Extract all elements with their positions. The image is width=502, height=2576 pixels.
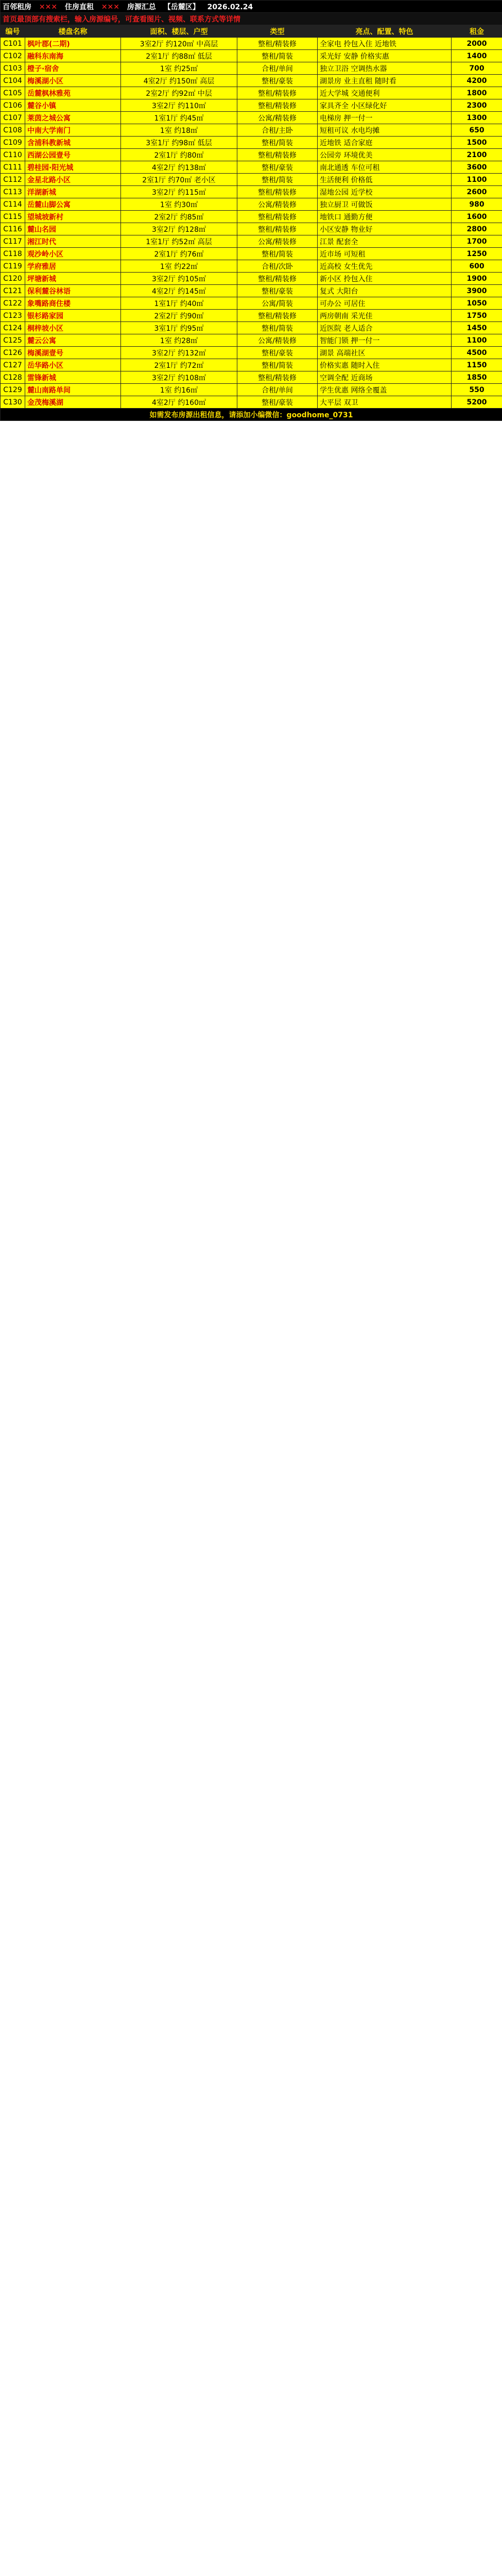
listing-name: 莱茵之城公寓 xyxy=(25,112,121,124)
listing-type: 整租/豪装 xyxy=(237,161,318,174)
listing-features: 近医院 老人适合 xyxy=(318,322,452,334)
listing-id: C126 xyxy=(1,347,25,359)
listing-features: 两房朝南 采光佳 xyxy=(318,310,452,322)
listing-spec: 2室2厅 约90㎡ xyxy=(121,310,237,322)
listing-id: C107 xyxy=(1,112,25,124)
listing-name: 金茂梅溪湖 xyxy=(25,396,121,409)
listing-type: 合租/主卧 xyxy=(237,124,318,137)
listing-name: 保利麓谷林语 xyxy=(25,285,121,297)
listing-type: 公寓/精装修 xyxy=(237,198,318,211)
listing-name: 麓山名园 xyxy=(25,223,121,235)
listing-name: 枫叶郡(二期) xyxy=(25,38,121,50)
listing-features: 地铁口 通勤方便 xyxy=(318,211,452,223)
table-row[interactable] xyxy=(1,322,502,334)
listing-id: C108 xyxy=(1,124,25,137)
table-row[interactable] xyxy=(1,211,502,223)
listing-name: 湘江时代 xyxy=(25,235,121,248)
listing-features: 公园旁 环境优美 xyxy=(318,149,452,161)
listing-spec: 3室2厅 约105㎡ xyxy=(121,273,237,285)
listing-price: 2000 xyxy=(452,38,502,50)
listing-price: 4200 xyxy=(452,75,502,87)
listing-type: 整租/精装修 xyxy=(237,211,318,223)
listing-spec: 1室1厅 约40㎡ xyxy=(121,297,237,310)
table-row[interactable] xyxy=(1,174,502,186)
listing-features: 价格实惠 随时入住 xyxy=(318,359,452,371)
listing-features: 学生优惠 网络全覆盖 xyxy=(318,384,452,396)
listing-type: 整租/豪装 xyxy=(237,396,318,409)
footer-row xyxy=(1,409,502,421)
listing-spec: 1室1厅 约45㎡ xyxy=(121,112,237,124)
listing-name: 梅溪湖壹号 xyxy=(25,347,121,359)
listing-price: 1100 xyxy=(452,334,502,347)
table-row[interactable] xyxy=(1,359,502,371)
listing-name: 象嘴路商住楼 xyxy=(25,297,121,310)
listing-price: 1150 xyxy=(452,359,502,371)
listing-spec: 3室1厅 约98㎡ 低层 xyxy=(121,137,237,149)
listing-name: 金星北路小区 xyxy=(25,174,121,186)
banner xyxy=(1,1,502,13)
listing-spec: 2室1厅 约88㎡ 低层 xyxy=(121,50,237,62)
listing-type: 整租/精装修 xyxy=(237,38,318,50)
header-name: 楼盘名称 xyxy=(25,25,121,38)
listing-price: 4500 xyxy=(452,347,502,359)
footer-contact: 如需发布房源出租信息，请添加小编微信：goodhome_0731 xyxy=(1,409,502,421)
listing-type: 合租/次卧 xyxy=(237,260,318,273)
district-label: 【岳麓区】 xyxy=(163,3,200,11)
listing-spec: 4室2厅 约145㎡ xyxy=(121,285,237,297)
listing-spec: 3室2厅 约108㎡ xyxy=(121,371,237,384)
listing-price: 1900 xyxy=(452,273,502,285)
table-row[interactable] xyxy=(1,112,502,124)
listing-features: 近大学城 交通便利 xyxy=(318,87,452,99)
listing-price: 2300 xyxy=(452,99,502,112)
listing-spec: 1室 约22㎡ xyxy=(121,260,237,273)
listing-id: C125 xyxy=(1,334,25,347)
listing-name: 梅溪湖小区 xyxy=(25,75,121,87)
listing-id: C116 xyxy=(1,223,25,235)
sheet-date: 2026.02.24 xyxy=(207,3,253,11)
listing-features: 复式 大阳台 xyxy=(318,285,452,297)
listing-id: C106 xyxy=(1,99,25,112)
table-row[interactable] xyxy=(1,137,502,149)
table-row[interactable] xyxy=(1,310,502,322)
listing-type: 整租/精装修 xyxy=(237,371,318,384)
table-row[interactable] xyxy=(1,161,502,174)
listing-price: 1800 xyxy=(452,87,502,99)
listing-features: 短租可议 水电均摊 xyxy=(318,124,452,137)
listing-id: C118 xyxy=(1,248,25,260)
listing-spec: 1室 约18㎡ xyxy=(121,124,237,137)
listing-id: C119 xyxy=(1,260,25,273)
listing-price: 1100 xyxy=(452,174,502,186)
listing-price: 1400 xyxy=(452,50,502,62)
listing-price: 1850 xyxy=(452,371,502,384)
sheet-subtitle: 房源汇总 xyxy=(127,3,156,11)
listing-id: C110 xyxy=(1,149,25,161)
listing-name: 岳麓枫林雅苑 xyxy=(25,87,121,99)
table-row[interactable] xyxy=(1,260,502,273)
listing-spec: 3室2厅 约128㎡ xyxy=(121,223,237,235)
table-row[interactable] xyxy=(1,87,502,99)
listing-spec: 3室2厅 约110㎡ xyxy=(121,99,237,112)
table-row[interactable] xyxy=(1,75,502,87)
listing-name: 桐梓坡小区 xyxy=(25,322,121,334)
listing-type: 公寓/简装 xyxy=(237,297,318,310)
listing-spec: 2室2厅 约92㎡ 中层 xyxy=(121,87,237,99)
table-row[interactable] xyxy=(1,285,502,297)
listing-id: C120 xyxy=(1,273,25,285)
listing-features: 湖景房 业主直租 随时看 xyxy=(318,75,452,87)
listing-spec: 3室2厅 约115㎡ xyxy=(121,186,237,198)
listing-price: 1700 xyxy=(452,235,502,248)
header-features: 亮点、配置、特色 xyxy=(318,25,452,38)
listing-type: 公寓/精装修 xyxy=(237,112,318,124)
listing-type: 整租/简装 xyxy=(237,50,318,62)
listing-features: 南北通透 车位可租 xyxy=(318,161,452,174)
listing-type: 整租/简装 xyxy=(237,137,318,149)
listing-type: 整租/精装修 xyxy=(237,87,318,99)
listing-id: C121 xyxy=(1,285,25,297)
table-row[interactable] xyxy=(1,198,502,211)
listing-spec: 3室2厅 约120㎡ 中高层 xyxy=(121,38,237,50)
listing-id: C123 xyxy=(1,310,25,322)
header-id: 编号 xyxy=(1,25,25,38)
listing-price: 700 xyxy=(452,62,502,75)
listing-type: 整租/精装修 xyxy=(237,99,318,112)
table-row[interactable] xyxy=(1,396,502,409)
header-spec: 面积、楼层、户型 xyxy=(121,25,237,38)
listing-features: 新小区 拎包入住 xyxy=(318,273,452,285)
listing-id: C122 xyxy=(1,297,25,310)
banner-separator: ✕✕✕ xyxy=(101,3,120,11)
listing-features: 家具齐全 小区绿化好 xyxy=(318,99,452,112)
listing-id: C117 xyxy=(1,235,25,248)
listing-type: 整租/简装 xyxy=(237,322,318,334)
listing-type: 整租/精装修 xyxy=(237,310,318,322)
listing-id: C104 xyxy=(1,75,25,87)
listing-id: C105 xyxy=(1,87,25,99)
listing-price: 2800 xyxy=(452,223,502,235)
notice-row xyxy=(1,13,502,25)
listing-spec: 2室1厅 约76㎡ xyxy=(121,248,237,260)
listing-price: 3900 xyxy=(452,285,502,297)
listing-features: 独立厨卫 可做饭 xyxy=(318,198,452,211)
listing-price: 550 xyxy=(452,384,502,396)
listing-type: 整租/豪装 xyxy=(237,75,318,87)
listing-type: 整租/简装 xyxy=(237,248,318,260)
listing-id: C124 xyxy=(1,322,25,334)
listing-features: 湖景 高端社区 xyxy=(318,347,452,359)
header-type: 类型 xyxy=(237,25,318,38)
listing-spec: 1室 约25㎡ xyxy=(121,62,237,75)
listing-name: 中南大学南门 xyxy=(25,124,121,137)
listing-id: C113 xyxy=(1,186,25,198)
listing-spec: 4室2厅 约138㎡ xyxy=(121,161,237,174)
listing-name: 银杉路家园 xyxy=(25,310,121,322)
table-row[interactable] xyxy=(1,384,502,396)
table-row[interactable] xyxy=(1,186,502,198)
listing-price: 1250 xyxy=(452,248,502,260)
listing-type: 公寓/精装修 xyxy=(237,235,318,248)
listing-name: 碧桂园·阳光城 xyxy=(25,161,121,174)
listing-id: C112 xyxy=(1,174,25,186)
listing-type: 整租/简装 xyxy=(237,174,318,186)
listing-features: 大平层 双卫 xyxy=(318,396,452,409)
listing-price: 3600 xyxy=(452,161,502,174)
listing-spec: 1室1厅 约52㎡ 高层 xyxy=(121,235,237,248)
listing-id: C101 xyxy=(1,38,25,50)
listing-id: C128 xyxy=(1,371,25,384)
listing-name: 麓谷小镇 xyxy=(25,99,121,112)
listing-spec: 4室2厅 约150㎡ 高层 xyxy=(121,75,237,87)
listing-type: 整租/精装修 xyxy=(237,273,318,285)
listing-price: 650 xyxy=(452,124,502,137)
listing-name: 麓山南路单间 xyxy=(25,384,121,396)
slogan: 住房直租 xyxy=(64,3,94,11)
listing-id: C103 xyxy=(1,62,25,75)
table-row[interactable] xyxy=(1,248,502,260)
search-notice: 首页最顶部有搜索栏，输入房源编号，可查看图片、视频、联系方式等详情 xyxy=(1,13,502,25)
table-row[interactable] xyxy=(1,371,502,384)
table-row[interactable] xyxy=(1,62,502,75)
listing-name: 观沙岭小区 xyxy=(25,248,121,260)
listing-spec: 2室1厅 约70㎡ 老小区 xyxy=(121,174,237,186)
listing-price: 1050 xyxy=(452,297,502,310)
listing-price: 1300 xyxy=(452,112,502,124)
listing-type: 合租/单间 xyxy=(237,62,318,75)
listing-features: 智能门锁 押一付一 xyxy=(318,334,452,347)
table-row[interactable] xyxy=(1,38,502,50)
listing-id: C127 xyxy=(1,359,25,371)
listing-name: 麓云公寓 xyxy=(25,334,121,347)
listing-features: 电梯房 押一付一 xyxy=(318,112,452,124)
listing-spec: 1室 约28㎡ xyxy=(121,334,237,347)
listing-id: C109 xyxy=(1,137,25,149)
listing-features: 近高校 女生优先 xyxy=(318,260,452,273)
header-price: 租金 xyxy=(452,25,502,38)
listing-spec: 3室2厅 约132㎡ xyxy=(121,347,237,359)
table-row[interactable] xyxy=(1,149,502,161)
listing-type: 整租/简装 xyxy=(237,359,318,371)
table-row[interactable] xyxy=(1,347,502,359)
listing-id: C114 xyxy=(1,198,25,211)
listing-spec: 1室 约30㎡ xyxy=(121,198,237,211)
listing-price: 1600 xyxy=(452,211,502,223)
listing-price: 980 xyxy=(452,198,502,211)
listing-features: 采光好 安静 价格实惠 xyxy=(318,50,452,62)
listing-features: 生活便利 价格低 xyxy=(318,174,452,186)
listing-price: 2100 xyxy=(452,149,502,161)
listing-name: 橙子·宿舍 xyxy=(25,62,121,75)
listing-id: C102 xyxy=(1,50,25,62)
banner-row xyxy=(1,1,502,13)
listing-type: 整租/精装修 xyxy=(237,149,318,161)
listing-type: 整租/精装修 xyxy=(237,223,318,235)
listing-name: 坪塘新城 xyxy=(25,273,121,285)
header-row xyxy=(1,25,502,38)
brand-name: 百邻租房 xyxy=(3,3,31,11)
table-row[interactable] xyxy=(1,124,502,137)
listing-name: 含浦科教新城 xyxy=(25,137,121,149)
listing-spec: 1室 约16㎡ xyxy=(121,384,237,396)
listing-name: 岳华路小区 xyxy=(25,359,121,371)
listing-features: 江景 配套全 xyxy=(318,235,452,248)
listing-spec: 2室1厅 约80㎡ xyxy=(121,149,237,161)
listing-spec: 2室1厅 约72㎡ xyxy=(121,359,237,371)
table-row[interactable] xyxy=(1,235,502,248)
listing-features: 近地铁 适合家庭 xyxy=(318,137,452,149)
table-row[interactable] xyxy=(1,334,502,347)
listing-spec: 2室2厅 约85㎡ xyxy=(121,211,237,223)
table-row[interactable] xyxy=(1,99,502,112)
listing-features: 空调全配 近商场 xyxy=(318,371,452,384)
table-row[interactable] xyxy=(1,273,502,285)
table-row[interactable] xyxy=(1,223,502,235)
listing-id: C129 xyxy=(1,384,25,396)
listing-features: 可办公 可居住 xyxy=(318,297,452,310)
listing-price: 2600 xyxy=(452,186,502,198)
listing-price: 1450 xyxy=(452,322,502,334)
listing-spec: 4室2厅 约160㎡ xyxy=(121,396,237,409)
listing-id: C115 xyxy=(1,211,25,223)
listing-features: 湿地公园 近学校 xyxy=(318,186,452,198)
listing-name: 学府雅居 xyxy=(25,260,121,273)
banner-separator: ✕✕✕ xyxy=(39,3,58,11)
listing-spec: 3室1厅 约95㎡ xyxy=(121,322,237,334)
listing-type: 整租/豪装 xyxy=(237,347,318,359)
listing-name: 雷锋新城 xyxy=(25,371,121,384)
listing-id: C111 xyxy=(1,161,25,174)
listing-type: 公寓/精装修 xyxy=(237,334,318,347)
listing-features: 独立卫浴 空调热水器 xyxy=(318,62,452,75)
listing-name: 西湖公园壹号 xyxy=(25,149,121,161)
table-row[interactable] xyxy=(1,297,502,310)
listing-name: 洋湖新城 xyxy=(25,186,121,198)
listing-features: 小区安静 物业好 xyxy=(318,223,452,235)
listing-name: 岳麓山脚公寓 xyxy=(25,198,121,211)
listing-price: 5200 xyxy=(452,396,502,409)
listing-features: 全家电 拎包入住 近地铁 xyxy=(318,38,452,50)
listing-name: 望城坡新村 xyxy=(25,211,121,223)
listing-price: 600 xyxy=(452,260,502,273)
listing-price: 1750 xyxy=(452,310,502,322)
listing-price: 1500 xyxy=(452,137,502,149)
listing-features: 近市场 可短租 xyxy=(318,248,452,260)
listing-type: 整租/精装修 xyxy=(237,186,318,198)
listing-name: 融科东南海 xyxy=(25,50,121,62)
listing-id: C130 xyxy=(1,396,25,409)
table-row[interactable] xyxy=(1,50,502,62)
listing-type: 整租/豪装 xyxy=(237,285,318,297)
listing-sheet xyxy=(0,0,502,421)
listing-type: 合租/单间 xyxy=(237,384,318,396)
